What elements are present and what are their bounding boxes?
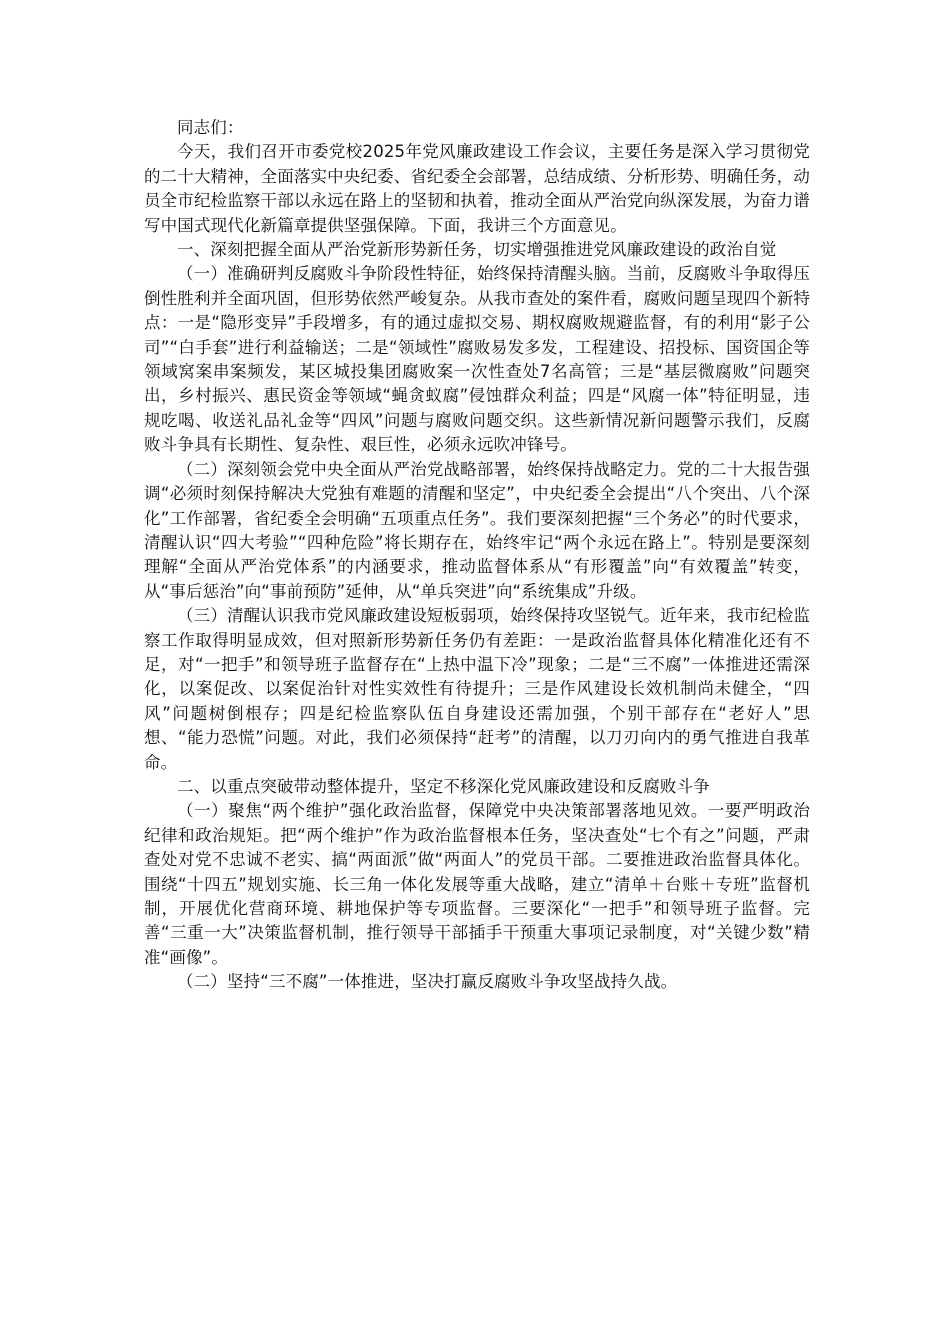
section-heading-1: 一、深刻把握全面从严治党新形势新任务，切实增强推进党风廉政建设的政治自觉 (177, 240, 777, 260)
paragraph-intro: 今天，我们召开市委党校2025年党风廉政建设工作会议，主要任务是深入学习贯彻党的二十大精神，全面落实中央纪委、省纪委全会部署，总结成绩、分析形势、明确任务，动员全市纪检监察干部以永远在路上的坚韧和执着，推动全面从严治党向纵深发展，为奋力谱写中国式现代化新篇章提供坚强保障。下面，我讲三个方面意见。 (144, 142, 810, 235)
paragraph-2-1: （一）聚焦“两个维护”强化政治监督，保障党中央决策部署落地见效。一要严明政治纪律和政治规矩。把“两个维护”作为政治监督根本任务，坚决查处“七个有之”问题，严肃查处对党不忠诚不老实、搞“两面派”做“两面人”的党员干部。二要推进政治监督具体化。围绕“十四五”规划实施、长三角一体化发展等重大战略，建立“清单＋台账＋专班”监督机制，开展优化营商环境、耕地保护等专项监督。三要深化“一把手”和领导班子监督。完善“三重一大”决策监督机制，推行领导干部插手干预重大事项记录制度，对“关键少数”精准“画像”。 (144, 801, 810, 967)
document-body (144, 116, 810, 995)
paragraph-1-3: （三）清醒认识我市党风廉政建设短板弱项，始终保持攻坚锐气。近年来，我市纪检监察工作取得明显成效，但对照新形势新任务仍有差距：一是政治监督具体化精准化还有不足，对“一把手”和领导班子监督存在“上热中温下冷”现象；二是“三不腐”一体推进还需深化，以案促改、以案促治针对性实效性有待提升；三是作风建设长效机制尚未健全，“四风”问题树倒根存；四是纪检监察队伍自身建设还需加强，个别干部存在“老好人”思想、“能力恐慌”问题。对此，我们必须保持“赶考”的清醒，以刀刃向内的勇气推进自我革命。 (144, 606, 810, 772)
paragraph-1-1: （一）准确研判反腐败斗争阶段性特征，始终保持清醒头脑。当前，反腐败斗争取得压倒性胜利并全面巩固，但形势依然严峻复杂。从我市查处的案件看，腐败问题呈现四个新特点：一是“隐形变异”手段增多，有的通过虚拟交易、期权腐败规避监督，有的利用“影子公司”“白手套”进行利益输送；二是“领域性”腐败易发多发，工程建设、招投标、国资国企等领域窝案串案频发，某区城投集团腐败案一次性查处7名高管；三是“基层微腐败”问题突出，乡村振兴、惠民资金等领域“蝇贪蚁腐”侵蚀群众利益；四是“风腐一体”特征明显，违规吃喝、收送礼品礼金等“四风”问题与腐败问题交织。这些新情况新问题警示我们，反腐败斗争具有长期性、复杂性、艰巨性，必须永远吹冲锋号。 (144, 264, 811, 455)
paragraph-1-2: （二）深刻领会党中央全面从严治党战略部署，始终保持战略定力。党的二十大报告强调“必须时刻保持解决大党独有难题的清醒和坚定”，中央纪委全会提出“八个突出、八个深化”工作部署，省纪委全会明确“五项重点任务”。我们要深刻把握“三个务必”的时代要求，清醒认识“四大考验”“四种危险”将长期存在，始终牢记“两个永远在路上”。特别是要深刻理解“全面从严治党体系”的内涵要求，推动监督体系从“有形覆盖”向“有效覆盖”转变，从“事后惩治”向“事前预防”延伸，从“单兵突进”向“系统集成”升级。 (144, 459, 810, 601)
section-heading-2: 二、以重点突破带动整体提升，坚定不移深化党风廉政建设和反腐败斗争 (177, 776, 710, 796)
salutation: 同志们： (177, 118, 244, 137)
paragraph-2-2: （二）坚持“三不腐”一体推进，坚决打赢反腐败斗争攻坚战持久战。 (177, 972, 678, 992)
